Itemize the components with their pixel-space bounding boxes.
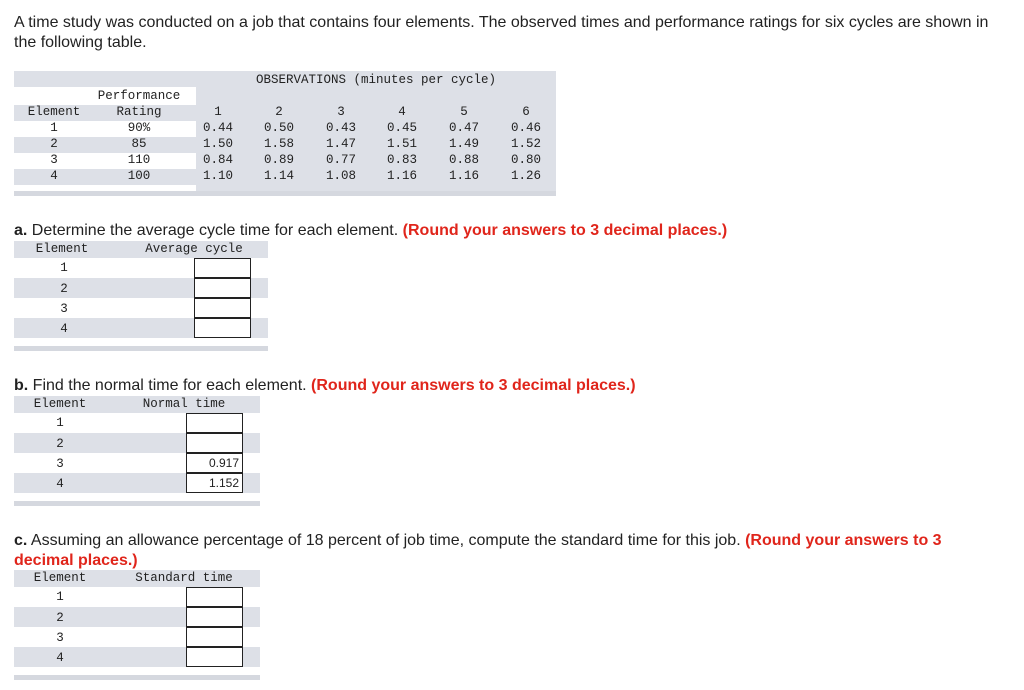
observation-cell: 0.45 bbox=[386, 121, 417, 135]
part-b-text: Find the normal time for each element. bbox=[32, 377, 307, 394]
part-c-label: c. bbox=[14, 532, 28, 549]
part-b-answer-input[interactable]: 0.917 bbox=[186, 453, 243, 473]
part-a-answer-input[interactable] bbox=[194, 318, 251, 338]
part-a-answer-input[interactable] bbox=[194, 278, 251, 298]
part-c-text: Assuming an allowance percentage of 18 percent of job time, compute the standard time for this job. bbox=[30, 532, 741, 549]
observation-cell: 0.44 bbox=[202, 121, 233, 135]
cycle-header: 6 bbox=[522, 105, 530, 119]
part-b-instruction: (Round your answers to 3 decimal places.) bbox=[311, 377, 636, 394]
part-a-answer-input[interactable] bbox=[194, 298, 251, 318]
part-b-element-cell: 1 bbox=[56, 416, 64, 430]
table-bottom-rule bbox=[14, 191, 556, 196]
part-c-answer-input[interactable] bbox=[186, 607, 243, 627]
observation-cell: 1.47 bbox=[325, 137, 356, 151]
cycle-header: 1 bbox=[214, 105, 222, 119]
observation-cell: 1.16 bbox=[448, 169, 479, 183]
part-a-element-header: Element bbox=[35, 242, 89, 256]
part-a-question bbox=[14, 221, 1004, 241]
observation-cell: 1.52 bbox=[510, 137, 541, 151]
part-a-element-cell: 1 bbox=[60, 261, 68, 275]
part-b-answer-table bbox=[14, 396, 260, 508]
observations-table bbox=[14, 71, 556, 191]
part-c-question bbox=[14, 531, 1004, 571]
observation-cell: 0.89 bbox=[263, 153, 294, 167]
part-c-element-cell: 3 bbox=[56, 631, 64, 645]
part-a-element-cell: 2 bbox=[60, 282, 68, 296]
part-c-instruction-line1: (Round your answers to 3 bbox=[745, 532, 942, 549]
observation-cell: 0.50 bbox=[263, 121, 294, 135]
part-b-answer-input[interactable]: 1.152 bbox=[186, 473, 243, 493]
performance-header-line2: Rating bbox=[116, 105, 162, 119]
element-cell: 2 bbox=[50, 137, 58, 151]
observation-cell: 1.49 bbox=[448, 137, 479, 151]
element-cell: 4 bbox=[50, 169, 58, 183]
observation-cell: 1.14 bbox=[263, 169, 294, 183]
rating-cell: 90% bbox=[127, 121, 151, 135]
part-c-value-header: Standard time bbox=[135, 571, 233, 585]
part-a-element-cell: 4 bbox=[60, 322, 68, 336]
cycle-header: 4 bbox=[398, 105, 406, 119]
observation-cell: 0.46 bbox=[510, 121, 541, 135]
part-a-answer-input[interactable] bbox=[194, 258, 251, 278]
part-c-answer-input[interactable] bbox=[186, 587, 243, 607]
rating-cell: 100 bbox=[127, 169, 151, 183]
part-c-answer-table bbox=[14, 570, 260, 684]
observations-group-header: OBSERVATIONS (minutes per cycle) bbox=[255, 73, 497, 87]
part-c-element-cell: 4 bbox=[56, 651, 64, 665]
part-a-instruction: (Round your answers to 3 decimal places.) bbox=[402, 222, 728, 239]
cycle-header: 2 bbox=[275, 105, 283, 119]
part-b-answer-input[interactable] bbox=[186, 413, 243, 433]
part-b-element-cell: 4 bbox=[56, 477, 64, 491]
part-b-question bbox=[14, 376, 1004, 396]
element-header: Element bbox=[27, 105, 81, 119]
intro-text: A time study was conducted on a job that contains four elements. The observed times and performance ratings for six cycles are shown in the following table. bbox=[14, 14, 989, 51]
part-b-element-cell: 3 bbox=[56, 457, 64, 471]
observation-cell: 0.84 bbox=[202, 153, 233, 167]
observation-cell: 0.77 bbox=[325, 153, 356, 167]
part-c-answer-input[interactable] bbox=[186, 627, 243, 647]
observation-cell: 0.80 bbox=[510, 153, 541, 167]
part-b-value-header: Normal time bbox=[142, 397, 226, 411]
performance-header-line1: Performance bbox=[97, 89, 181, 103]
rating-cell: 110 bbox=[127, 153, 151, 167]
observation-cell: 0.88 bbox=[448, 153, 479, 167]
part-c-answer-input[interactable] bbox=[186, 647, 243, 667]
observation-cell: 1.58 bbox=[263, 137, 294, 151]
element-cell: 1 bbox=[50, 121, 58, 135]
observation-cell: 1.26 bbox=[510, 169, 541, 183]
observation-cell: 1.10 bbox=[202, 169, 233, 183]
observation-cell: 1.08 bbox=[325, 169, 356, 183]
part-c-element-cell: 1 bbox=[56, 590, 64, 604]
observation-cell: 1.16 bbox=[386, 169, 417, 183]
part-a-text: Determine the average cycle time for each element. bbox=[31, 222, 399, 239]
part-b-element-header: Element bbox=[33, 397, 87, 411]
rating-cell: 85 bbox=[131, 137, 147, 151]
part-a-bottom-rule bbox=[14, 346, 268, 351]
observation-cell: 0.83 bbox=[386, 153, 417, 167]
observation-cell: 0.47 bbox=[448, 121, 479, 135]
part-a-element-cell: 3 bbox=[60, 302, 68, 316]
part-b-bottom-rule bbox=[14, 501, 260, 506]
part-a-label: a. bbox=[14, 222, 28, 239]
cycle-header: 3 bbox=[337, 105, 345, 119]
observation-cell: 1.50 bbox=[202, 137, 233, 151]
part-c-instruction-line2: decimal places.) bbox=[14, 552, 138, 569]
element-cell: 3 bbox=[50, 153, 58, 167]
observation-cell: 0.43 bbox=[325, 121, 356, 135]
cycle-header: 5 bbox=[460, 105, 468, 119]
part-a-value-header: Average cycle bbox=[145, 242, 243, 256]
part-b-answer-input[interactable] bbox=[186, 433, 243, 453]
part-a-answer-table bbox=[14, 241, 268, 353]
part-c-element-header: Element bbox=[33, 571, 87, 585]
part-b-element-cell: 2 bbox=[56, 437, 64, 451]
part-c-element-cell: 2 bbox=[56, 611, 64, 625]
observation-cell: 1.51 bbox=[386, 137, 417, 151]
part-c-bottom-rule bbox=[14, 675, 260, 680]
part-b-label: b. bbox=[14, 377, 29, 394]
